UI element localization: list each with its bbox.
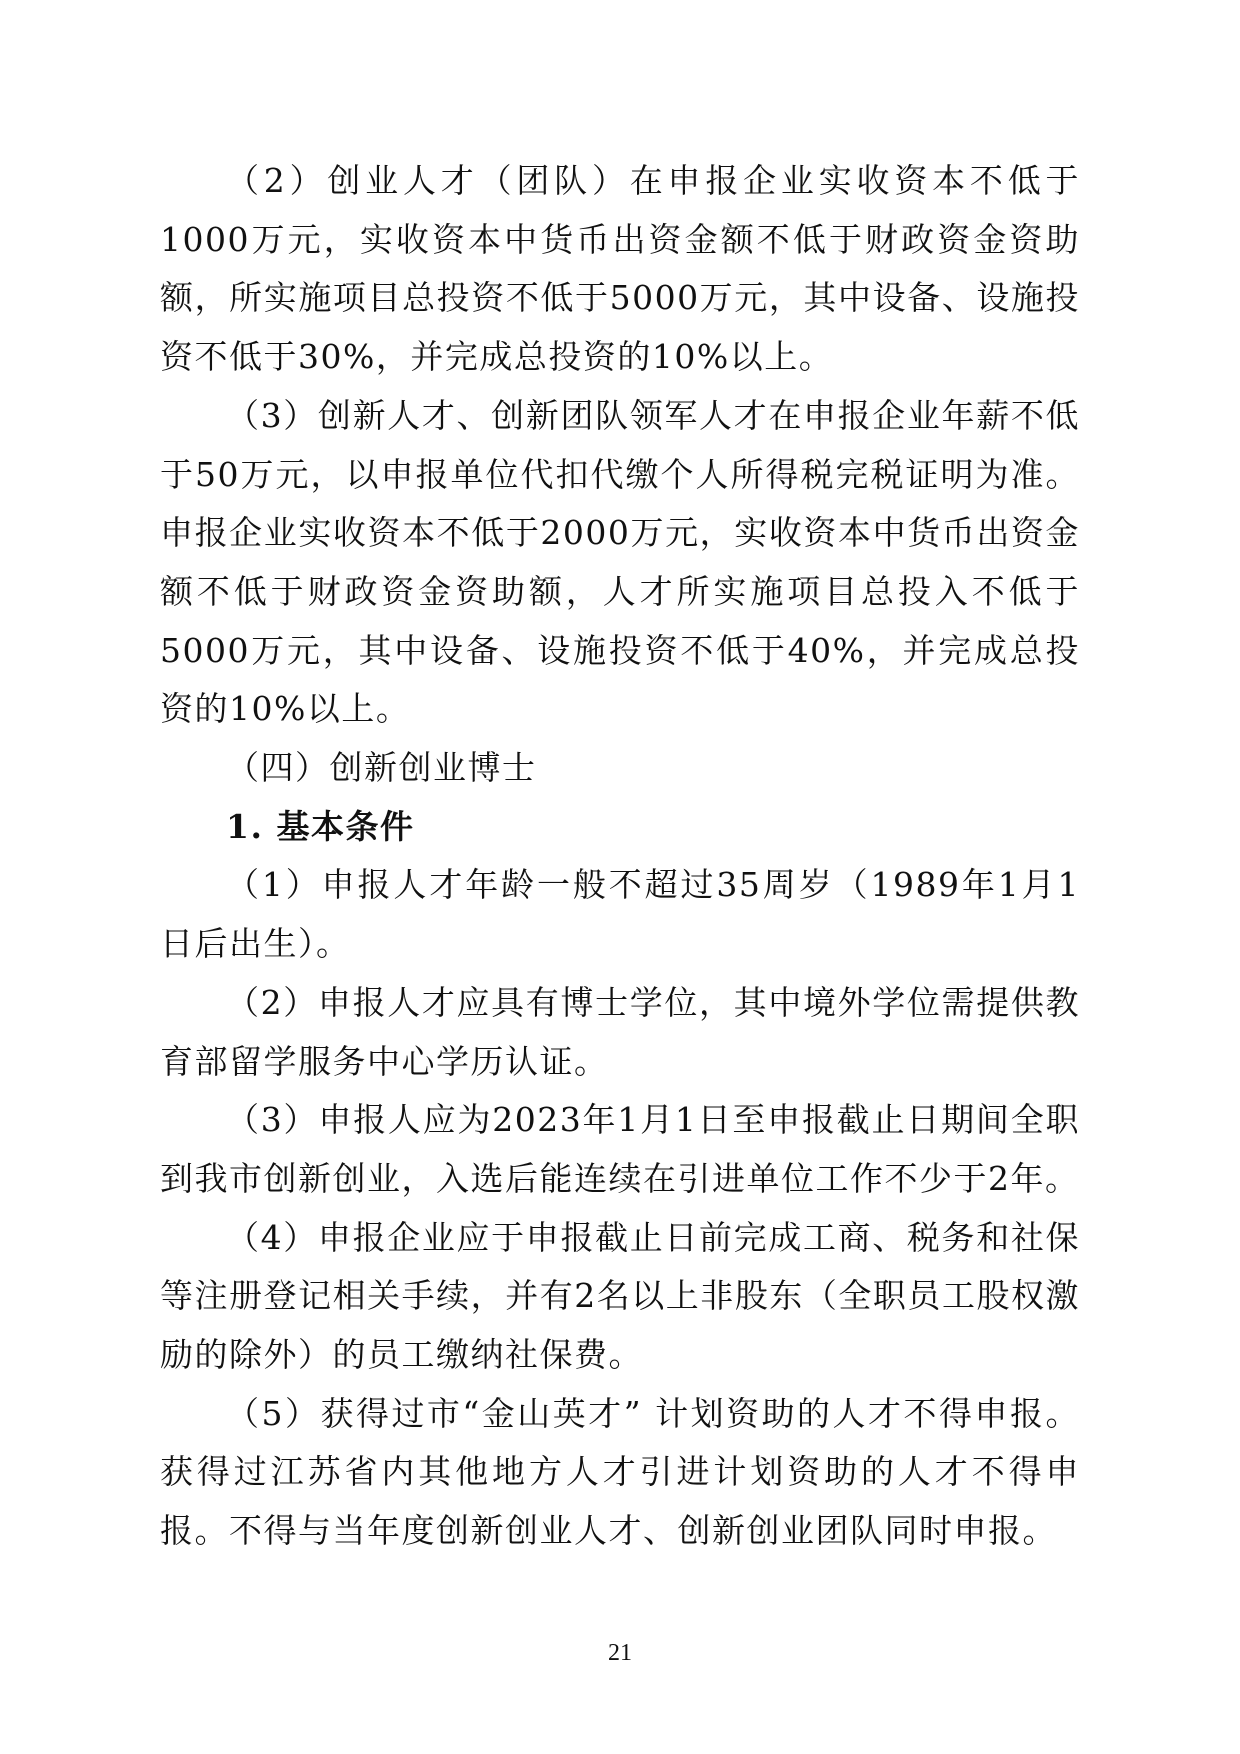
paragraph-startup-talent-requirements: （2）创业人才（团队）在申报企业实收资本不低于1000万元，实收资本中货币出资金额不低于财政资金资助额，所实施项目总投资不低于5000万元，其中设备、设施投资不低于30%，并完成总投资的10%以上。	[160, 161, 1080, 377]
paragraph-exclusion-condition: （5）获得过市“金山英才” 计划资助的人才不得申报。获得过江苏省内其他地方人才引进计划资助的人才不得申报。不得与当年度创新创业人才、创新创业团队同时申报。	[160, 1393, 1080, 1551]
paragraph-registration-condition: （4）申报企业应于申报截止日前完成工商、税务和社保等注册登记相关手续，并有2名以上非股东（全职员工股权激励的除外）的员工缴纳社保费。	[160, 1217, 1080, 1375]
paragraph-age-condition: （1）申报人才年龄一般不超过35周岁（1989年1月1日后出生）。	[160, 865, 1080, 964]
paragraph-employment-condition: （3）申报人应为2023年1月1日至申报截止日期间全职到我市创新创业，入选后能连续在引进单位工作不少于2年。	[160, 1100, 1080, 1198]
page-number: 21	[608, 1640, 632, 1666]
subheading-basic-conditions: 1. 基本条件	[226, 806, 415, 846]
page-body	[160, 152, 1080, 1561]
paragraph-degree-condition: （2）申报人才应具有博士学位，其中境外学位需提供教育部留学服务中心学历认证。	[160, 982, 1080, 1081]
paragraph-innovation-talent-requirements: （3）创新人才、创新团队领军人才在申报企业年薪不低于50万元，以申报单位代扣代缴个人所得税完税证明为准。申报企业实收资本不低于2000万元，实收资本中货币出资金额不低于财政资金资助额，人才所实施项目总投入不低于5000万元，其中设备、设施投资不低于40%，并完成总投资的10%以上。	[160, 395, 1080, 729]
section-heading-innovation-doctor: （四）创新创业博士	[226, 748, 537, 788]
